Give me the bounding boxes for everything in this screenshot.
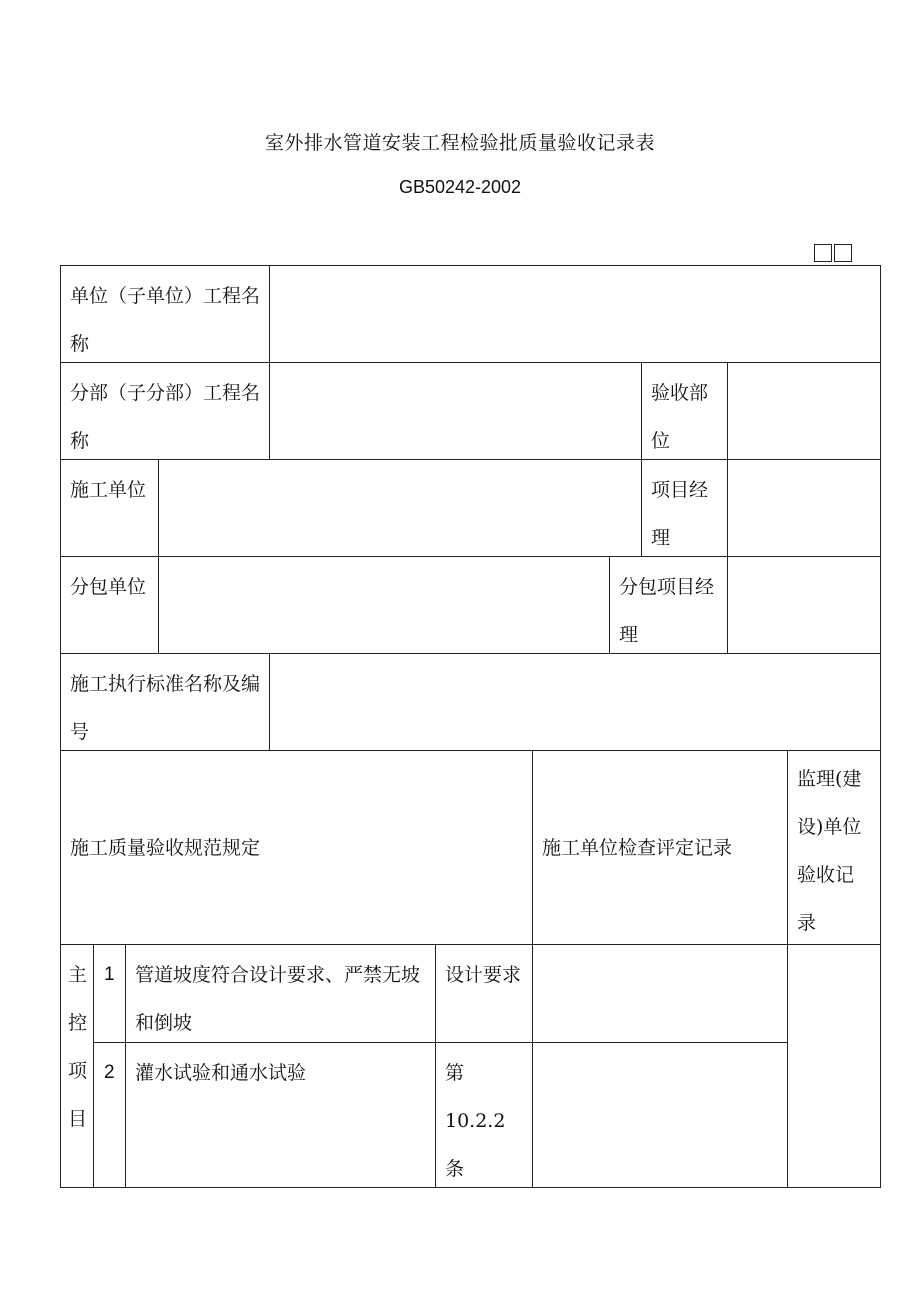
item-content: 灌水试验和通水试验	[135, 1062, 307, 1084]
document-title: 室外排水管道安装工程检验批质量验收记录表	[264, 132, 655, 154]
inspection-record-header: 施工单位检查评定记录	[542, 836, 733, 859]
item-requirement: 设计要求	[445, 964, 522, 986]
item-inspection-record[interactable]	[533, 945, 787, 1042]
sub-project-value[interactable]	[270, 363, 641, 459]
item-number: 1	[104, 964, 115, 985]
sub-project-label: 分部（子分部）工程名称	[70, 382, 261, 452]
spec-header: 施工质量验收规范规定	[70, 836, 261, 859]
construction-unit-label: 施工单位	[70, 479, 147, 501]
standard-code: GB50242-2002	[398, 177, 522, 197]
item-content: 管道坡度符合设计要求、严禁无坡和倒坡	[135, 964, 421, 1034]
item-requirement: 第10.2.2条	[445, 1062, 506, 1180]
standard-name-label: 施工执行标准名称及编号	[70, 673, 261, 743]
unit-project-label: 单位（子单位）工程名称	[70, 285, 261, 355]
acceptance-part-value[interactable]	[728, 363, 880, 459]
supervision-record-value[interactable]	[788, 945, 880, 1187]
construction-unit-value[interactable]	[159, 460, 641, 556]
item-number: 2	[104, 1062, 115, 1083]
standard-name-value[interactable]	[270, 654, 880, 750]
serial-number-boxes	[814, 244, 852, 262]
subcontract-manager-label: 分包项目经理	[619, 576, 715, 646]
subcontract-manager-value[interactable]	[728, 557, 880, 653]
project-manager-value[interactable]	[728, 460, 880, 556]
acceptance-part-label: 验收部位	[651, 382, 709, 452]
supervision-header: 监理(建设)单位验收记录	[797, 768, 862, 934]
item-inspection-record[interactable]	[533, 1043, 787, 1187]
subcontract-unit-value[interactable]	[159, 557, 609, 653]
project-manager-label: 项目经理	[651, 479, 709, 549]
subcontract-unit-label: 分包单位	[70, 576, 147, 598]
unit-project-value[interactable]	[270, 266, 880, 362]
main-control-label: 主控项目	[68, 964, 88, 1130]
